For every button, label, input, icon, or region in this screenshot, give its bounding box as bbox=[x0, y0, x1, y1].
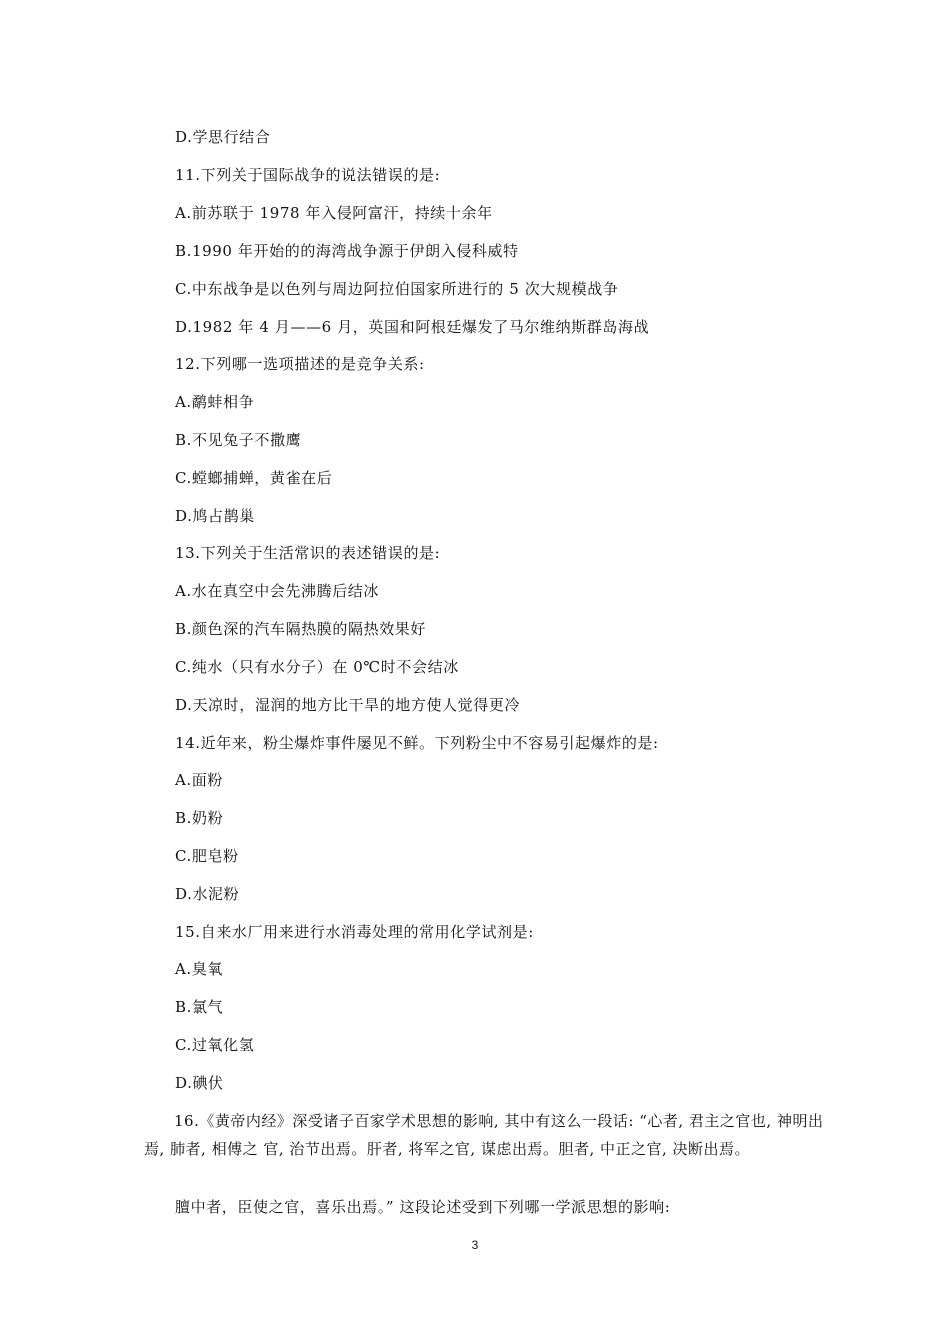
question-11: 11.下列关于国际战争的说法错误的是: bbox=[175, 166, 441, 184]
question-16 bbox=[144, 1107, 824, 1163]
question-14: 14.近年来，粉尘爆炸事件屡见不鲜。下列粉尘中不容易引起爆炸的是: bbox=[175, 734, 659, 752]
option-15c: C.过氧化氢 bbox=[175, 1036, 255, 1054]
option-12a: A.鹬蚌相争 bbox=[175, 393, 255, 411]
question-15: 15.自来水厂用来进行水消毒处理的常用化学试剂是: bbox=[175, 923, 534, 941]
option-11c: C.中东战争是以色列与周边阿拉伯国家所进行的 5 次大规模战争 bbox=[175, 280, 619, 298]
option-12d: D.鸠占鹊巢 bbox=[175, 507, 255, 525]
option-14c: C.肥皂粉 bbox=[175, 847, 239, 865]
option-10d: D.学思行结合 bbox=[175, 128, 271, 146]
option-13d: D.天凉时，湿润的地方比干旱的地方使人觉得更冷 bbox=[175, 696, 521, 714]
page-number: 3 bbox=[471, 1238, 479, 1252]
option-15a: A.臭氧 bbox=[175, 960, 224, 978]
option-13a: A.水在真空中会先沸腾后结冰 bbox=[175, 582, 380, 600]
question-16-text: 16.《黄帝内经》深受诸子百家学术思想的影响, 其中有这么一段话: “心者, 君主之官也, 神明出焉, 肺者, 相傅之 官, 治节出焉。肝者, 将军之官, 谋虑出焉。胆者, 中正之官, 决断出焉。 bbox=[144, 1112, 824, 1158]
option-12b: B.不见兔子不撒鹰 bbox=[175, 431, 302, 449]
question-13: 13.下列关于生活常识的表述错误的是: bbox=[175, 544, 441, 562]
option-14b: B.奶粉 bbox=[175, 809, 224, 827]
option-11b: B.1990 年开始的的海湾战争源于伊朗入侵科威特 bbox=[175, 242, 519, 260]
option-11d: D.1982 年 4 月——6 月，英国和阿根廷爆发了马尔维纳斯群岛海战 bbox=[175, 318, 650, 336]
question-16-continuation: 膻中者，臣使之官，喜乐出焉。” 这段论述受到下列哪一学派思想的影响: bbox=[175, 1198, 671, 1216]
option-11a: A.前苏联于 1978 年入侵阿富汗，持续十余年 bbox=[175, 204, 493, 222]
option-15d: D.碘伏 bbox=[175, 1074, 224, 1092]
question-12: 12.下列哪一选项描述的是竞争关系: bbox=[175, 355, 425, 373]
option-13b: B.颜色深的汽车隔热膜的隔热效果好 bbox=[175, 620, 426, 638]
option-15b: B.氯气 bbox=[175, 998, 224, 1016]
option-13c: C.纯水（只有水分子）在 0℃时不会结冰 bbox=[175, 658, 459, 676]
option-14a: A.面粉 bbox=[175, 771, 224, 789]
option-12c: C.螳螂捕蝉，黄雀在后 bbox=[175, 469, 333, 487]
option-14d: D.水泥粉 bbox=[175, 885, 240, 903]
